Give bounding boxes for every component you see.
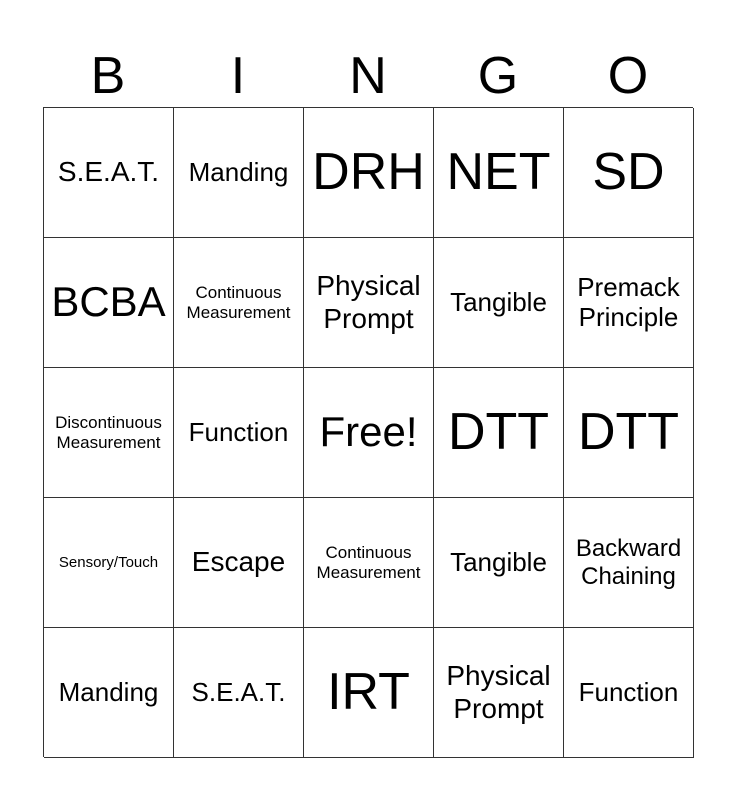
bingo-cell-r3c1[interactable]: Discontinuous Measurement — [44, 368, 174, 498]
bingo-cell-r1c1[interactable]: S.E.A.T. — [44, 108, 174, 238]
bingo-cell-r5c1[interactable]: Manding — [44, 628, 174, 758]
bingo-cell-r1c2[interactable]: Manding — [174, 108, 304, 238]
bingo-cell-r5c2[interactable]: S.E.A.T. — [174, 628, 304, 758]
bingo-cell-r2c1[interactable]: BCBA — [44, 238, 174, 368]
header-letter-n: N — [349, 47, 387, 105]
header-letter-o: O — [607, 47, 649, 105]
bingo-cell-r1c5[interactable]: SD — [564, 108, 694, 238]
bingo-cell-r2c4[interactable]: Tangible — [434, 238, 564, 368]
bingo-cell-r3c4[interactable]: DTT — [434, 368, 564, 498]
bingo-header — [43, 44, 693, 108]
bingo-cell-r1c3[interactable]: DRH — [304, 108, 434, 238]
bingo-cell-r4c4[interactable]: Tangible — [434, 498, 564, 628]
bingo-cell-r1c4[interactable]: NET — [434, 108, 564, 238]
bingo-cell-r5c4[interactable]: Physical Prompt — [434, 628, 564, 758]
bingo-cell-r4c2[interactable]: Escape — [174, 498, 304, 628]
header-letter-g: G — [477, 47, 519, 105]
bingo-cell-r4c5[interactable]: Backward Chaining — [564, 498, 694, 628]
bingo-cell-r5c5[interactable]: Function — [564, 628, 694, 758]
bingo-cell-r4c3[interactable]: Continuous Measurement — [304, 498, 434, 628]
header-letter-i: I — [230, 47, 246, 105]
bingo-cell-r4c1[interactable]: Sensory/Touch — [44, 498, 174, 628]
bingo-cell-r3c3-free[interactable]: Free! — [304, 368, 434, 498]
header-letter-b: B — [90, 47, 126, 105]
bingo-cell-r3c2[interactable]: Function — [174, 368, 304, 498]
bingo-cell-r2c2[interactable]: Continuous Measurement — [174, 238, 304, 368]
bingo-cell-r2c5[interactable]: Premack Principle — [564, 238, 694, 368]
bingo-cell-r5c3[interactable]: IRT — [304, 628, 434, 758]
bingo-cell-r2c3[interactable]: Physical Prompt — [304, 238, 434, 368]
bingo-board — [43, 107, 693, 757]
bingo-cell-r3c5[interactable]: DTT — [564, 368, 694, 498]
